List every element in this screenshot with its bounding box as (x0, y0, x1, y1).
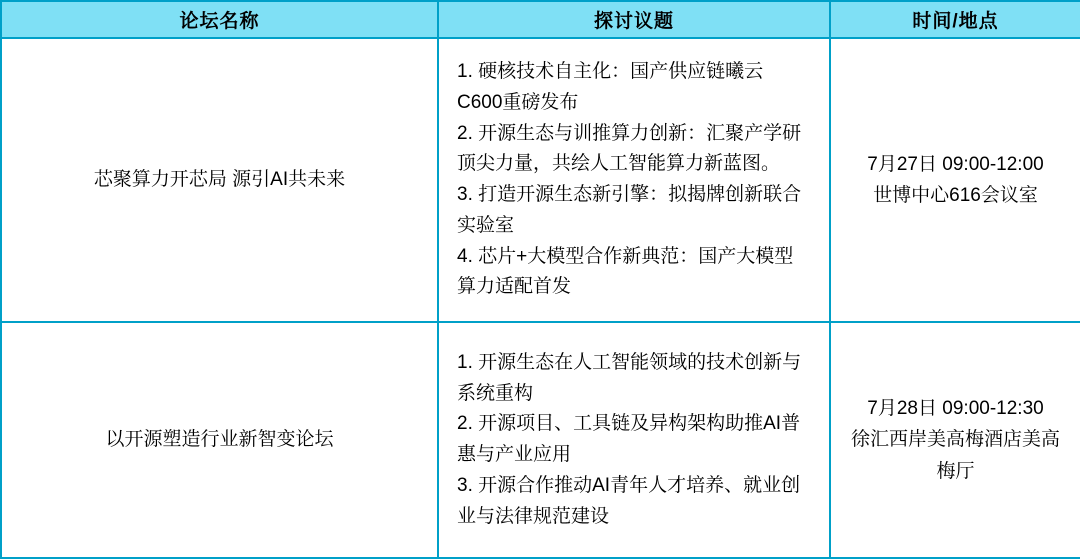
table-header (1, 1, 1080, 38)
forum-location: 世博中心616会议室 (873, 185, 1038, 207)
forum-topics-cell (438, 322, 830, 558)
forum-topics-cell (438, 38, 830, 322)
topic-item: 1. 硬核技术自主化：国产供应链曦云C600重磅发布 (457, 61, 764, 113)
topic-item: 3. 开源合作推动AI青年人才培养、就业创业与法律规范建设 (457, 474, 801, 527)
table-header-row (1, 1, 1080, 38)
forum-name-cell: 芯聚算力开芯局 源引AI共未来 (1, 38, 438, 322)
topic-item: 4. 芯片+大模型合作新典范：国产大模型算力适配首发 (457, 245, 794, 298)
forum-datetime: 7月28日 09:00-12:30 (867, 398, 1044, 420)
forum-time-location-cell (830, 38, 1080, 322)
table-body (1, 38, 1080, 558)
column-header-topics: 探讨议题 (438, 1, 830, 38)
topic-item: 1. 开源生态在人工智能领域的技术创新与系统重构 (457, 351, 802, 404)
column-header-time-location: 时间/地点 (830, 1, 1080, 38)
column-header-forum-name: 论坛名称 (1, 1, 438, 38)
forum-datetime: 7月27日 09:00-12:00 (867, 153, 1044, 175)
topic-item: 2. 开源生态与训推算力创新：汇聚产学研顶尖力量，共绘人工智能算力新蓝图。 (457, 122, 802, 175)
forum-location: 徐汇西岸美高梅酒店美高梅厅 (850, 429, 1060, 482)
topic-item: 3. 打造开源生态新引擎：拟揭牌创新联合实验室 (457, 184, 802, 236)
forum-time-location-cell (830, 322, 1080, 558)
topic-item: 2. 开源项目、工具链及异构架构助推AI普惠与产业应用 (457, 413, 801, 466)
forum-name-cell: 以开源塑造行业新智变论坛 (1, 322, 438, 558)
table-row (1, 322, 1080, 558)
table-row (1, 38, 1080, 322)
